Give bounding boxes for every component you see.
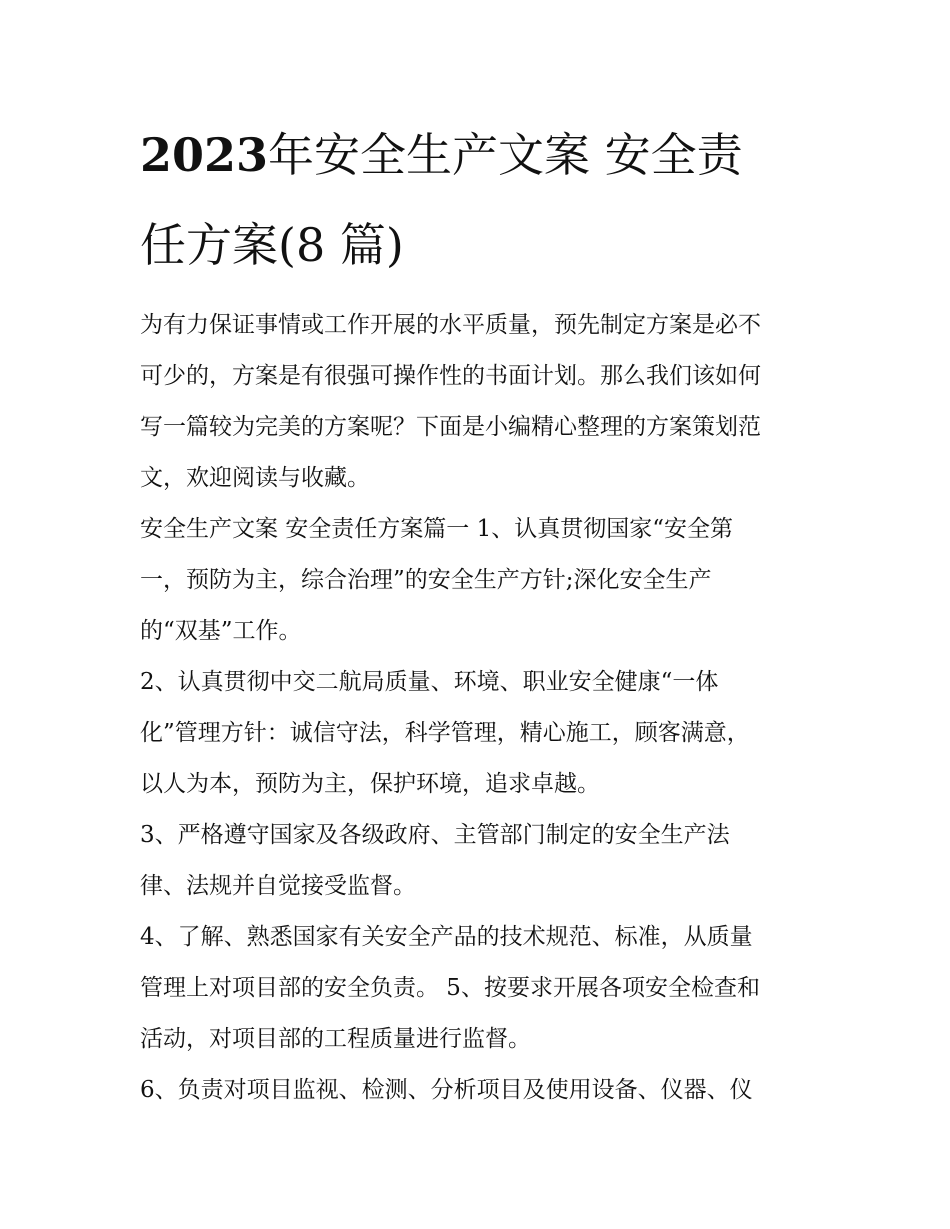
title-line-1 xyxy=(140,110,820,200)
text-line: 3、严格遵守国家及各级政府、主管部门制定的安全生产法 xyxy=(140,822,730,848)
paragraph-item-3 xyxy=(140,810,820,912)
text-line: 为有力保证事情或工作开展的水平质量，预先制定方案是必不 xyxy=(140,312,761,338)
text-line: 化”管理方针：诚信守法，科学管理，精心施工，顾客满意， xyxy=(140,720,750,746)
text-line: 一，预防为主，综合治理”的安全生产方针;深化安全生产 xyxy=(140,567,712,593)
document-page xyxy=(140,110,820,1116)
paragraph-item-1 xyxy=(140,504,820,657)
paragraph-item-6 xyxy=(140,1065,820,1116)
text-line: 6、负责对项目监视、检测、分析项目及使用设备、仪器、仪 xyxy=(140,1077,753,1103)
title-text-1: 年安全生产文案 安全责 xyxy=(268,128,743,182)
text-line: 律、法规并自觉接受监督。 xyxy=(140,873,416,899)
title-text-2: 任方案(8 篇) xyxy=(140,218,404,272)
title-year: 2023 xyxy=(140,128,269,182)
document-title xyxy=(140,110,820,290)
text-line: 2、认真贯彻中交二航局质量、环境、职业安全健康“一体 xyxy=(140,669,719,695)
paragraph-item-2 xyxy=(140,657,820,810)
text-line: 的“双基”工作。 xyxy=(140,618,302,644)
text-line: 写一篇较为完美的方案呢？下面是小编精心整理的方案策划范 xyxy=(140,414,761,440)
text-line: 管理上对项目部的安全负责。 5、按要求开展各项安全检查和 xyxy=(140,975,760,1001)
text-line: 安全生产文案 安全责任方案篇一 1、认真贯彻国家“安全第 xyxy=(140,516,734,542)
text-line: 以人为本，预防为主，保护环境，追求卓越。 xyxy=(140,771,600,797)
text-line: 4、了解、熟悉国家有关安全产品的技术规范、标准，从质量 xyxy=(140,924,753,950)
text-line: 可少的，方案是有很强可操作性的书面计划。那么我们该如何 xyxy=(140,363,761,389)
text-line: 文，欢迎阅读与收藏。 xyxy=(140,465,370,491)
text-line: 活动，对项目部的工程质量进行监督。 xyxy=(140,1026,531,1052)
paragraph-item-4 xyxy=(140,912,820,1065)
title-line-2 xyxy=(140,200,820,290)
intro-paragraph xyxy=(140,300,820,504)
